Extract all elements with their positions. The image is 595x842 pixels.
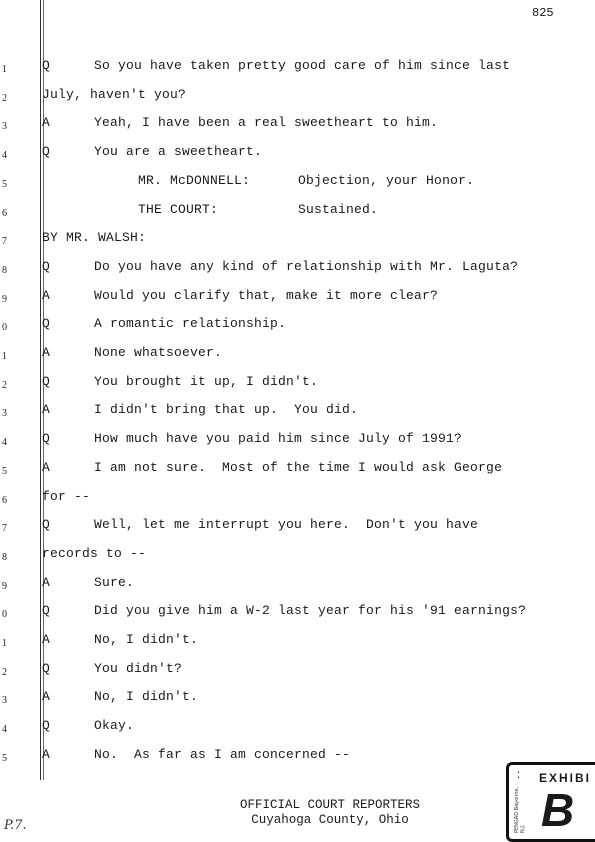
transcript-line [42,575,134,590]
transcript-line [42,288,438,303]
line-content: I am not sure. Most of the time I would ask George [94,460,503,475]
line-number: 0 [2,609,7,620]
line-content: for -- [42,489,91,504]
exhibit-label: EXHIBI [539,771,592,785]
transcript-line [42,718,134,733]
page-number: 825 [532,6,554,20]
speaker-label: Q [42,517,51,532]
line-number: 3 [2,121,7,132]
line-content: No, I didn't. [94,689,199,704]
transcript-line [42,460,502,475]
speaker-label: A [42,689,51,704]
line-content: BY MR. WALSH: [42,230,147,245]
line-number: 5 [2,466,7,477]
speaker-label: Q [42,144,51,159]
exhibit-sticker [506,762,595,842]
line-number: 5 [2,753,7,764]
line-number: 3 [2,408,7,419]
transcript-line [42,689,198,704]
transcript-line [42,517,478,532]
line-content: So you have taken pretty good care of him since last [94,58,511,73]
line-content: No, I didn't. [94,632,199,647]
line-number: 0 [2,322,7,333]
speaker-label: A [42,345,51,360]
line-content: July, haven't you? [42,87,187,102]
line-number: 4 [2,724,7,735]
line-number: 9 [2,294,7,305]
speaker-label: Q [42,259,51,274]
speaker-label: A [42,575,51,590]
transcript-line [42,230,146,245]
line-number: 1 [2,638,7,649]
line-number: 3 [2,695,7,706]
transcript-line [42,546,146,561]
line-number: 8 [2,265,7,276]
transcript-line [42,603,526,618]
line-content: You are a sweetheart. [94,144,263,159]
line-number: 2 [2,93,7,104]
exhibit-letter: B [541,784,575,836]
line-content: Did you give him a W-2 last year for his '91 earnings? [94,603,527,618]
transcript-line [42,431,462,446]
line-content: records to -- [42,546,147,561]
handwritten-note: P.7. [4,818,27,833]
speaker-label: Q [42,718,51,733]
transcript-line [42,345,222,360]
transcript-line [42,173,474,188]
speaker-label: A [42,402,51,417]
line-number: 2 [2,380,7,391]
line-number: 2 [2,667,7,678]
line-number: 6 [2,208,7,219]
speaker-label: A [42,460,51,475]
line-number: 6 [2,495,7,506]
line-number: 7 [2,236,7,247]
line-number: 7 [2,523,7,534]
speaker-label: A [42,632,51,647]
speaker-label: A [42,288,51,303]
speaker-label: Q [42,316,51,331]
line-content: A romantic relationship. [94,316,287,331]
line-content: You didn't? [94,661,183,676]
transcript-line [42,87,186,102]
transcript-line [42,115,438,130]
footer-county: Cuyahoga County, Ohio [251,813,409,827]
speaker-label: Q [42,603,51,618]
transcript-line [42,144,262,159]
speaker-label: A [42,747,51,762]
line-content: No. As far as I am concerned -- [94,747,351,762]
speaker-label: Q [42,58,51,73]
line-number: 8 [2,552,7,563]
transcript-line [42,58,510,73]
transcript-line [42,402,358,417]
line-content: Yeah, I have been a real sweetheart to him. [94,115,439,130]
line-content: None whatsoever. [94,345,223,360]
speaker-label: A [42,115,51,130]
line-content: THE COURT: Sustained. [42,202,379,217]
line-content: MR. McDONNELL: Objection, your Honor. [42,173,475,188]
line-number: 1 [2,351,7,362]
exhibit-stamp-text: PENGAD Bayonne, N.J. [514,786,526,833]
footer-reporters: OFFICIAL COURT REPORTERS [239,798,421,812]
line-content: Do you have any kind of relationship with Mr. Laguta? [94,259,519,274]
line-number: 4 [2,150,7,161]
margin-rule [40,0,41,780]
speaker-label: Q [42,374,51,389]
line-content: Okay. [94,718,135,733]
line-content: Well, let me interrupt you here. Don't you have [94,517,479,532]
speaker-label: Q [42,661,51,676]
transcript-line [42,489,90,504]
transcript-line [42,259,518,274]
line-number: 1 [2,64,7,75]
line-content: You brought it up, I didn't. [94,374,319,389]
exhibit-dots: • • [517,770,521,781]
transcript-line [42,316,286,331]
transcript-line [42,374,318,389]
transcript-line [42,632,198,647]
line-content: Would you clarify that, make it more clear? [94,288,439,303]
line-content: I didn't bring that up. You did. [94,402,359,417]
line-number: 4 [2,437,7,448]
line-number: 9 [2,581,7,592]
speaker-label: Q [42,431,51,446]
line-content: How much have you paid him since July of 1991? [94,431,463,446]
transcript-line [42,747,350,762]
transcript-line [42,661,182,676]
line-number: 5 [2,179,7,190]
line-content: Sure. [94,575,135,590]
transcript-line [42,202,378,217]
